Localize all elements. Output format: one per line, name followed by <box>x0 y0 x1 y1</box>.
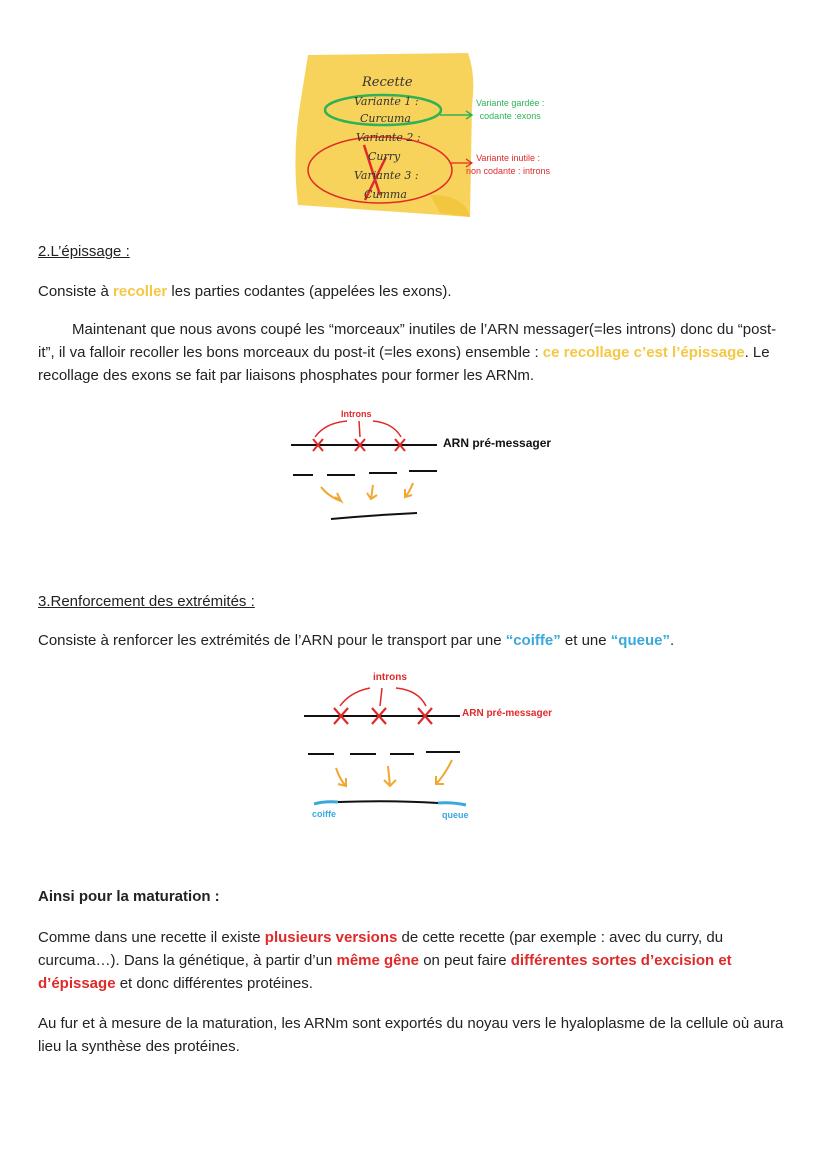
highlight-queue: “queue” <box>610 632 670 649</box>
mature-rna <box>338 801 438 803</box>
postit-illustration <box>280 45 580 230</box>
section2-paragraph2 <box>38 318 790 387</box>
highlight-recoller: recoller <box>113 283 168 300</box>
text: et donc différentes protéines. <box>115 975 313 992</box>
introns-label: introns <box>373 672 407 683</box>
postit-line-curcuma: Curcuma <box>360 112 411 125</box>
section2-heading: 2.L’épissage : <box>38 243 130 260</box>
text: les parties codantes (appelées les exons). <box>167 283 452 300</box>
postit-line-variante3: Variante 3 : <box>354 169 419 182</box>
postit-line-cumma: Cumma <box>364 188 407 201</box>
text: Consiste à <box>38 283 114 300</box>
introns-label: Introns <box>341 409 372 419</box>
join-arrow <box>336 768 346 786</box>
text: Comme dans une recette il existe <box>38 929 265 946</box>
mature-rna <box>331 513 417 519</box>
label-kept <box>476 97 544 123</box>
label-useless-line2: non codante : introns <box>466 166 551 176</box>
label-useless <box>466 152 550 178</box>
postit-line-curry: Curry <box>368 150 401 163</box>
coiffe-cap <box>314 802 338 804</box>
text: et une <box>560 632 611 649</box>
join-arrow <box>367 485 377 499</box>
text: Maintenant que nous avons coupé les “morceaux” inutiles de l’ARN messager(=les introns) donc du “post-it”, il va falloir recoller les bons morceaux du post-it (=les exons) ensemble : <box>38 321 777 361</box>
text: de cette recette (par exemple : avec du curry, du curcuma…). Dans la génétique, à partir d’un <box>38 929 724 969</box>
coiffe-label: coiffe <box>312 809 337 819</box>
highlight-excision-epissage: différentes sortes d’excision et d’épissage <box>38 952 732 992</box>
highlight-coiffe: “coiffe” <box>505 632 561 649</box>
intron-arrow <box>380 688 382 706</box>
diagram-extremites <box>300 668 580 828</box>
postit-graphic <box>280 45 580 230</box>
intron-arrow <box>315 421 347 437</box>
join-arrow <box>405 483 413 497</box>
intron-arrow <box>359 421 360 437</box>
postit-title: Recette <box>362 75 413 90</box>
label-useless-line1: Variante inutile : <box>476 153 540 163</box>
queue-label: queue <box>442 810 469 820</box>
postit-line-variante1: Variante 1 : <box>354 95 419 108</box>
join-arrow <box>436 760 452 784</box>
join-arrow <box>321 487 341 501</box>
diagram-epissage <box>285 405 575 525</box>
queue-tail <box>438 803 466 805</box>
conclusion-heading: Ainsi pour la maturation : <box>38 888 220 905</box>
intron-arrow <box>396 688 426 706</box>
highlight-meme-gene: même gêne <box>336 952 420 969</box>
conclusion-paragraph1 <box>38 926 790 995</box>
text: . Le recollage des exons se fait par liaisons phosphates pour former les ARNm. <box>38 344 770 384</box>
section2-paragraph1 <box>38 280 790 303</box>
postit-line-variante2: Variante 2 : <box>356 131 421 144</box>
join-arrow <box>384 766 396 786</box>
highlight-plusieurs-versions: plusieurs versions <box>264 929 398 946</box>
section3-heading: 3.Renforcement des extrémités : <box>38 593 255 610</box>
intron-arrow <box>373 421 401 437</box>
section3-paragraph <box>38 629 790 652</box>
text: . <box>669 632 675 649</box>
conclusion-paragraph2: Au fur et à mesure de la maturation, les ARNm sont exportés du noyau vers le hyaloplasme de la cellule où aura lieu la synthèse des protéines. <box>38 1015 784 1055</box>
diagram-epissage-graphic <box>285 405 575 525</box>
arn-label: ARN pré-messager <box>462 708 553 719</box>
text: on peut faire <box>419 952 511 969</box>
label-kept-line2: codante :exons <box>479 111 541 121</box>
highlight-epissage: ce recollage c’est l’épissage <box>542 344 745 361</box>
diagram-extremites-graphic <box>300 668 580 828</box>
text: Consiste à renforcer les extrémités de l’ARN pour le transport par une <box>38 632 506 649</box>
label-kept-line1: Variante gardée : <box>476 98 545 108</box>
intron-arrow <box>340 688 370 706</box>
arn-label: ARN pré-messager <box>443 436 552 450</box>
